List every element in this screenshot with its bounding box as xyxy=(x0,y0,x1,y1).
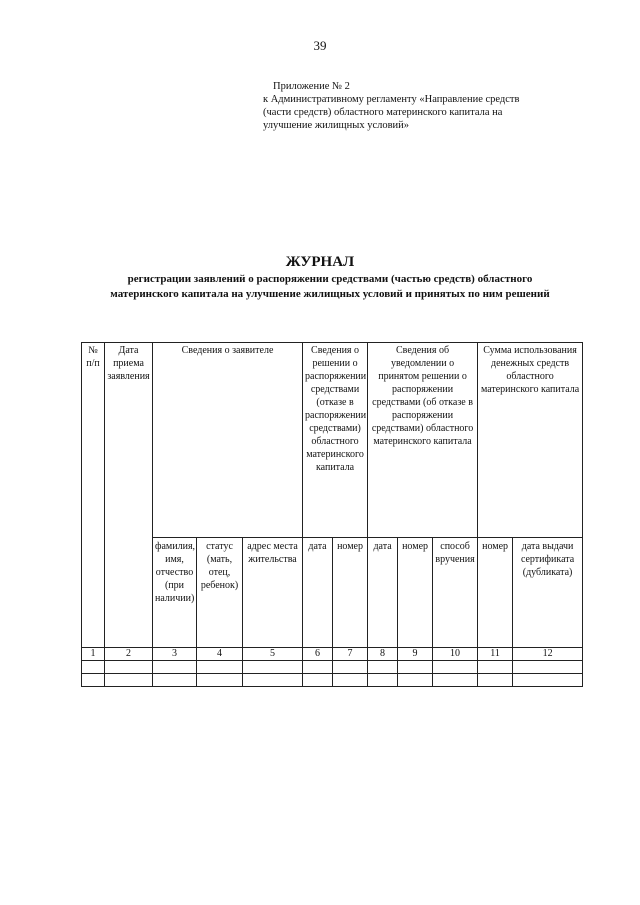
column-number: 7 xyxy=(333,648,368,661)
header-decision-info: Сведения о решении о распоряжении средствами (отказе в распоряжении средствами) областного материнского капитала xyxy=(303,343,368,538)
subheader-decision-number: номер xyxy=(333,538,368,648)
column-number: 10 xyxy=(433,648,478,661)
header-row xyxy=(82,343,583,538)
subheader-delivery-method: способ вручения xyxy=(433,538,478,648)
empty-row xyxy=(82,674,583,687)
empty-cell xyxy=(153,661,197,674)
column-number: 4 xyxy=(197,648,243,661)
header-date-received: Дата приема заявления xyxy=(105,343,153,648)
document-subtitle: регистрации заявлений о распоряжении средствами (частью средств) областного материнского капитала на улучшение жилищных условий и принятых по ним решений xyxy=(110,273,550,300)
empty-cell xyxy=(303,674,333,687)
subheader-status: статус (мать, отец, ребенок) xyxy=(197,538,243,648)
empty-row xyxy=(82,661,583,674)
empty-cell xyxy=(243,674,303,687)
empty-cell xyxy=(333,661,368,674)
empty-cell xyxy=(433,661,478,674)
empty-cell xyxy=(368,661,398,674)
subheader-address: адрес места жительства xyxy=(243,538,303,648)
column-number: 12 xyxy=(513,648,583,661)
subheader-full-name: фамилия, имя, отчество (при наличии) xyxy=(153,538,197,648)
subheader-row xyxy=(82,538,583,648)
appendix-block xyxy=(263,80,593,132)
column-number: 8 xyxy=(368,648,398,661)
column-number: 9 xyxy=(398,648,433,661)
subheader-certificate-number: номер xyxy=(478,538,513,648)
column-number: 3 xyxy=(153,648,197,661)
empty-cell xyxy=(368,674,398,687)
empty-cell xyxy=(398,661,433,674)
column-number-row xyxy=(82,648,583,661)
column-number: 2 xyxy=(105,648,153,661)
empty-cell xyxy=(513,674,583,687)
empty-cell xyxy=(243,661,303,674)
subheader-notification-number: номер xyxy=(398,538,433,648)
column-number: 11 xyxy=(478,648,513,661)
column-number: 6 xyxy=(303,648,333,661)
empty-cell xyxy=(433,674,478,687)
empty-cell xyxy=(513,661,583,674)
appendix-line: (части средств) областного материнского капитала на xyxy=(263,107,503,118)
page-number: 39 xyxy=(313,38,327,53)
header-num: № п/п xyxy=(82,343,105,648)
empty-cell xyxy=(82,661,105,674)
empty-cell xyxy=(105,661,153,674)
subheader-decision-date: дата xyxy=(303,538,333,648)
header-notification-info: Сведения об уведомлении о принятом решении о распоряжении средствами (об отказе в распоряжении средствами) областного материнского капитала xyxy=(368,343,478,538)
document-title: ЖУРНАЛ xyxy=(285,254,355,270)
appendix-line: улучшение жилищных условий» xyxy=(263,120,410,131)
appendix-line: к Административному регламенту «Направление средств xyxy=(263,94,520,105)
empty-cell xyxy=(303,661,333,674)
empty-cell xyxy=(333,674,368,687)
empty-cell xyxy=(197,674,243,687)
empty-cell xyxy=(478,661,513,674)
column-number: 1 xyxy=(82,648,105,661)
empty-cell xyxy=(105,674,153,687)
empty-cell xyxy=(82,674,105,687)
empty-cell xyxy=(153,674,197,687)
appendix-line: Приложение № 2 xyxy=(273,81,350,92)
header-amount-used: Сумма использования денежных средств областного материнского капитала xyxy=(478,343,583,538)
empty-cell xyxy=(478,674,513,687)
subheader-certificate-issue-date: дата выдачи сертификата (дубликата) xyxy=(513,538,583,648)
empty-cell xyxy=(398,674,433,687)
column-number: 5 xyxy=(243,648,303,661)
empty-cell xyxy=(197,661,243,674)
subheader-notification-date: дата xyxy=(368,538,398,648)
journal-table xyxy=(81,342,583,687)
header-applicant-info: Сведения о заявителе xyxy=(153,343,303,538)
